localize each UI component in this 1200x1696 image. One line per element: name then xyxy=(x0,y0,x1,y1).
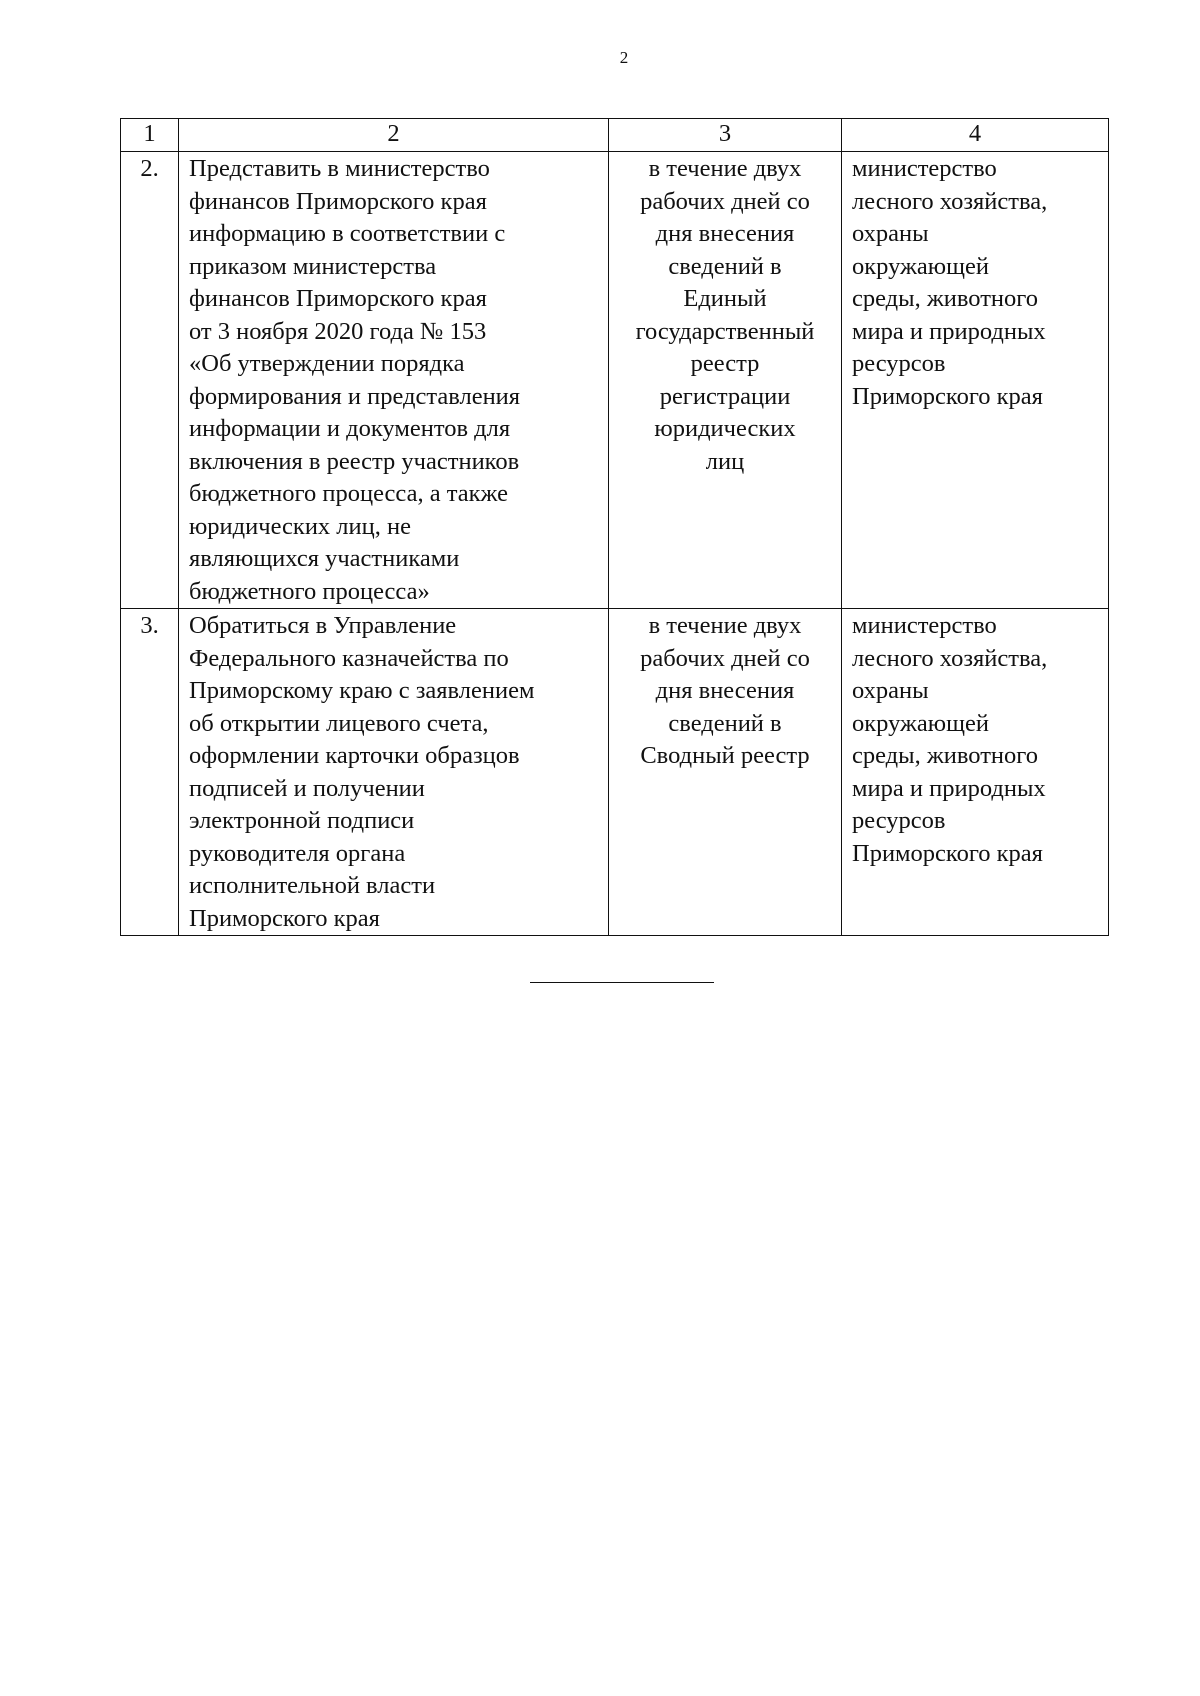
action-line: информацию в соответствии с xyxy=(189,220,506,247)
action-line: финансов Приморского края xyxy=(189,187,487,215)
responsible-line: лесного хозяйства, xyxy=(852,187,1048,215)
action-line: информации и документов для xyxy=(189,415,511,442)
action-line: об открытии лицевого счета, xyxy=(189,709,489,737)
action-line: от 3 ноября 2020 года № 153 xyxy=(189,317,487,345)
responsible-cell xyxy=(842,152,1109,609)
table-row xyxy=(121,152,1109,609)
responsible-line: министерство xyxy=(852,612,997,639)
responsible-line: ресурсов xyxy=(852,807,946,834)
action-line: приказом министерства xyxy=(189,252,437,280)
deadline-line: регистрации xyxy=(659,382,791,410)
deadline-line: в течение двух xyxy=(648,155,802,182)
action-line: «Об утверждении порядка xyxy=(189,350,465,377)
action-line: Представить в министерство xyxy=(189,155,490,182)
responsible-line: лесного хозяйства, xyxy=(852,644,1048,672)
responsible-line: министерство xyxy=(852,155,997,182)
action-line: руководителя органа xyxy=(189,839,406,867)
action-line: оформлении карточки образцов xyxy=(189,742,520,769)
action-line: финансов Приморского края xyxy=(189,285,487,312)
deadline-line: юридических xyxy=(654,415,796,442)
action-line: Приморского края xyxy=(189,904,380,932)
deadline-line: рабочих дней со xyxy=(640,187,810,215)
action-line: юридических лиц, не xyxy=(189,512,411,540)
deadline-line: дня внесения xyxy=(655,677,795,704)
action-line: подписей и получении xyxy=(189,774,425,802)
responsible-line: среды, животного xyxy=(852,742,1038,769)
page-number: 2 xyxy=(619,48,629,67)
responsible-line: мира и природных xyxy=(852,317,1046,345)
deadline-line: Единый xyxy=(683,285,767,312)
deadline-line: дня внесения xyxy=(655,220,795,247)
action-line: Приморскому краю с заявлением xyxy=(189,677,535,704)
table-row xyxy=(121,609,1109,936)
responsible-line: ресурсов xyxy=(852,350,946,377)
responsible-line: окружающей xyxy=(852,252,989,280)
deadline-line: рабочих дней со xyxy=(640,644,810,672)
column-number-1: 1 xyxy=(121,119,179,152)
responsible-line: среды, животного xyxy=(852,285,1038,312)
action-line: формирования и представления xyxy=(189,382,521,410)
action-line: бюджетного процесса» xyxy=(189,577,430,605)
action-cell xyxy=(179,609,609,936)
column-number-2: 2 xyxy=(179,119,609,152)
table-header-row xyxy=(121,119,1109,152)
deadline-line: Сводный реестр xyxy=(640,742,810,769)
row-number: 3. xyxy=(121,609,179,936)
responsible-line: Приморского края xyxy=(852,382,1043,410)
action-line: включения в реестр участников xyxy=(189,447,520,475)
column-number-4: 4 xyxy=(842,119,1109,152)
deadline-line: государственный xyxy=(635,317,815,345)
deadline-line: реестр xyxy=(690,350,760,377)
row-number: 2. xyxy=(121,152,179,609)
column-number-3: 3 xyxy=(609,119,842,152)
measures-table xyxy=(120,118,1109,936)
deadline-line: в течение двух xyxy=(648,612,802,639)
action-line: бюджетного процесса, а также xyxy=(189,480,508,507)
action-line: Обратиться в Управление xyxy=(189,612,457,639)
responsible-cell xyxy=(842,609,1109,936)
responsible-line: охраны xyxy=(852,220,929,247)
responsible-line: мира и природных xyxy=(852,774,1046,802)
action-line: Федерального казначейства по xyxy=(189,644,509,672)
action-line: исполнительной власти xyxy=(189,872,436,899)
action-line: электронной подписи xyxy=(189,807,415,834)
deadline-line: сведений в xyxy=(668,709,782,737)
deadline-line: лиц xyxy=(705,447,745,475)
deadline-line: сведений в xyxy=(668,252,782,280)
deadline-cell xyxy=(609,609,842,936)
end-of-document-rule xyxy=(530,982,714,983)
responsible-line: охраны xyxy=(852,677,929,704)
responsible-line: Приморского края xyxy=(852,839,1043,867)
action-cell xyxy=(179,152,609,609)
responsible-line: окружающей xyxy=(852,709,989,737)
action-line: являющихся участниками xyxy=(189,545,460,572)
deadline-cell xyxy=(609,152,842,609)
